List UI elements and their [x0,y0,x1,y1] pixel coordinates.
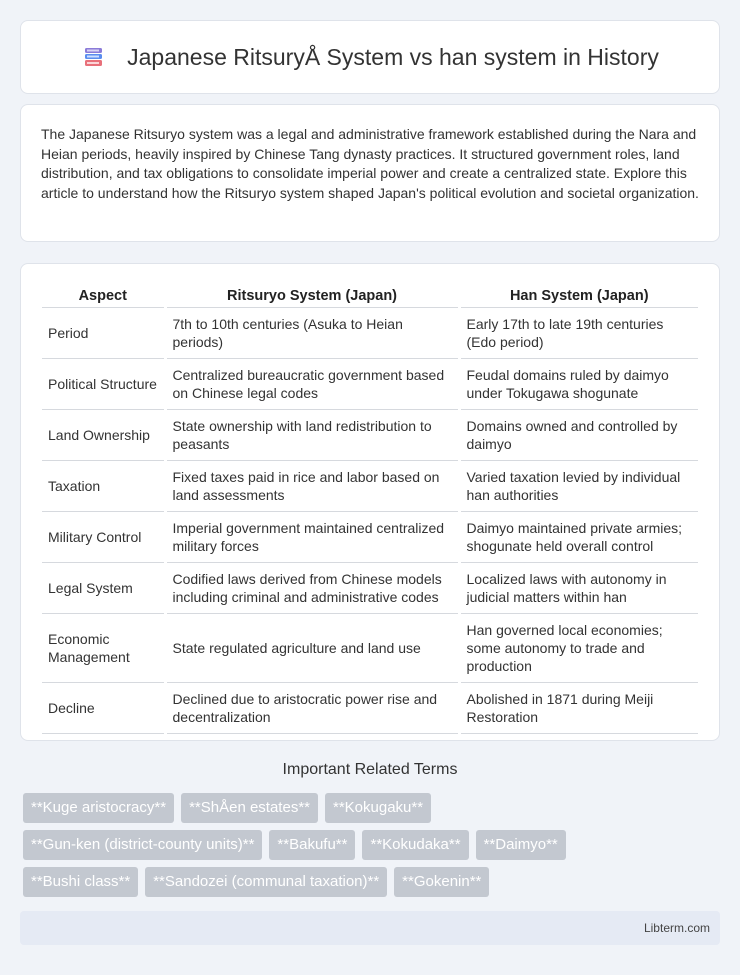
related-terms [23,793,723,904]
table-cell: Domains owned and controlled by daimyo [459,410,698,461]
table-cell: Early 17th to late 19th centuries (Edo period) [459,308,698,359]
table-row [42,461,698,512]
intro-card [20,104,720,242]
term-tag[interactable]: **Sandozei (communal taxation)** [145,867,387,897]
table-row [42,359,698,410]
comparison-table [42,284,698,734]
term-tag[interactable]: **Kokugaku** [325,793,431,823]
table-cell: Fixed taxes paid in rice and labor based on land assessments [165,461,459,512]
table-cell: Imperial government maintained centralized military forces [165,512,459,563]
table-cell: 7th to 10th centuries (Asuka to Heian periods) [165,308,459,359]
term-row [23,830,723,860]
term-tag[interactable]: **Kokudaka** [362,830,468,860]
comparison-table-card [20,263,720,741]
table-cell: Feudal domains ruled by daimyo under Tokugawa shogunate [459,359,698,410]
term-row [23,793,723,823]
intro-text: The Japanese Ritsuryo system was a legal and administrative framework established during the Nara and Heian periods, heavily inspired by Chinese Tang dynasty practices. It structured government roles, land distribution, and tax obligations to consolidate imperial power and create a centralized state. Explore this article to understand how the Ritsuryo system shaped Japan's political evolution and societal organization. [41,126,699,201]
table-cell: Varied taxation levied by individual han authorities [459,461,698,512]
column-header: Han System (Japan) [459,284,698,308]
table-cell: Declined due to aristocratic power rise and decentralization [165,683,459,734]
column-header: Ritsuryo System (Japan) [165,284,459,308]
table-row [42,410,698,461]
term-tag[interactable]: **ShÅen estates** [181,793,318,823]
table-header-row [42,284,698,308]
table-row [42,563,698,614]
book-stack-icon [81,44,107,70]
term-row [23,867,723,897]
term-tag[interactable]: **Gokenin** [394,867,489,897]
table-cell: Decline [42,683,165,734]
related-terms-heading: Important Related Terms [282,761,458,778]
term-tag[interactable]: **Kuge aristocracy** [23,793,174,823]
page-title: Japanese RitsuryÅ System vs han system in History [127,43,659,70]
table-cell: Legal System [42,563,165,614]
footer-link[interactable]: Libterm.com [643,921,710,935]
table-row [42,512,698,563]
term-tag[interactable]: **Bushi class** [23,867,138,897]
table-cell: State ownership with land redistribution to peasants [165,410,459,461]
table-cell: Codified laws derived from Chinese models including criminal and administrative codes [165,563,459,614]
header-card [20,20,720,94]
table-row [42,683,698,734]
table-cell: Political Structure [42,359,165,410]
term-tag[interactable]: **Daimyo** [476,830,566,860]
table-cell: Military Control [42,512,165,563]
footer [20,911,720,945]
table-cell: Land Ownership [42,410,165,461]
table-cell: Han governed local economies; some autonomy to trade and production [459,614,698,683]
table-cell: Daimyo maintained private armies; shogunate held overall control [459,512,698,563]
table-cell: Period [42,308,165,359]
table-cell: Localized laws with autonomy in judicial matters within han [459,563,698,614]
table-cell: State regulated agriculture and land use [165,614,459,683]
table-row [42,308,698,359]
term-tag[interactable]: **Gun-ken (district-county units)** [23,830,262,860]
column-header: Aspect [42,284,165,308]
table-cell: Taxation [42,461,165,512]
table-cell: Abolished in 1871 during Meiji Restoration [459,683,698,734]
table-cell: Economic Management [42,614,165,683]
table-cell: Centralized bureaucratic government based on Chinese legal codes [165,359,459,410]
table-row [42,614,698,683]
term-tag[interactable]: **Bakufu** [269,830,355,860]
